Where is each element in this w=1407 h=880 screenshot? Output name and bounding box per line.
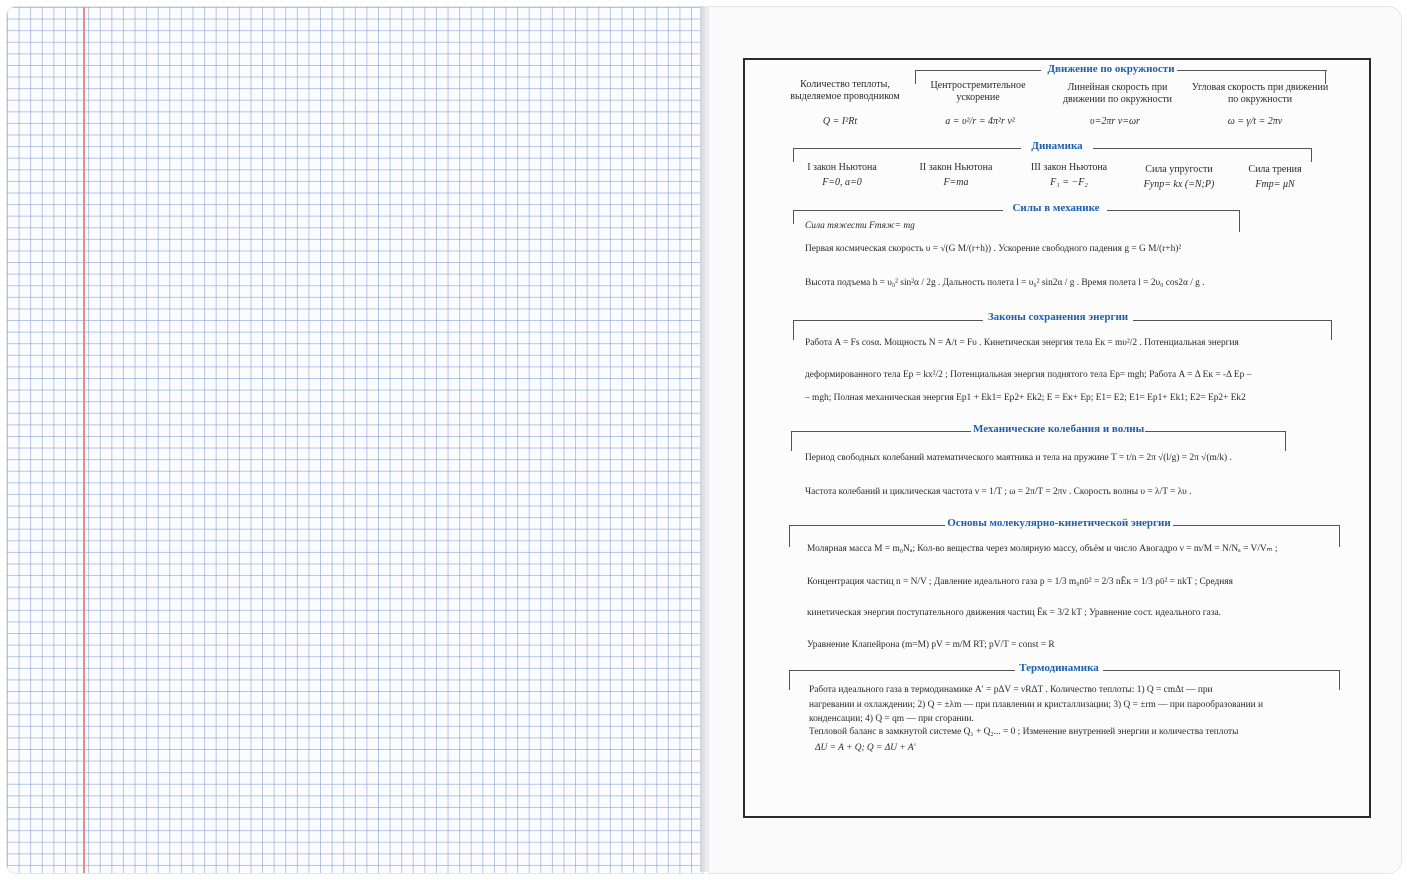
section-title-dynamics: Динамика <box>1031 140 1083 152</box>
section-rule <box>1093 148 1311 149</box>
mkt-line-1: Молярная масса M = m₀Nₐ; Кол-во вещества через молярную массу, объём и число Авогадро ν = m/M = N/Nₐ = V/Vₘ ; <box>807 544 1278 554</box>
section-rule <box>793 210 1003 211</box>
section-tick <box>1285 431 1286 451</box>
forces-line-2: Первая космическая скорость υ = √(G M/(r+h)) . Ускорение свободного падения g = G M/(r+h)² <box>805 244 1182 254</box>
section-title-mkt: Основы молекулярно-кинетической энергии <box>947 517 1171 529</box>
forces-line-1: Сила тяжести Fтяж= mg <box>805 221 915 231</box>
section-rule <box>791 431 971 432</box>
grid-page <box>6 6 704 874</box>
thermo-line-2: нагревании и охлаждении; 2) Q = ±λm — при плавлении и кристаллизации; 3) Q = ±rm — при парообразовании и <box>809 700 1264 710</box>
mkt-line-2: Концентрация частиц n = N/V ; Давление идеального газа p = 1/3 m₀nῡ² = 2/3 nĒк = 1/3 ρῡ² = nkT ; Средняя <box>807 577 1233 587</box>
energy-line-3: – mgh; Полная механическая энергия Ep1 + Ek1= Ep2+ Ek2; E = Eк+ Ep; E1= E2; E1= Ep1+ Ek1; E2= Ep2+ Ek2 <box>805 393 1246 403</box>
forces-line-3: Высота подъема h = υ₀² sin²α / 2g . Дальность полета l = υ₀² sin2α / g . Время полета l = 2υ₀ cos2α / g . <box>805 278 1205 288</box>
newton3-formula: F₁ = −F₂ <box>1050 177 1088 188</box>
section-tick <box>789 670 790 690</box>
heat-title: Количество теплоты, выделяемое проводником <box>790 79 900 102</box>
mkt-line-4: Уравнение Клапейрона (m=M) pV = m/M RT; pV/T = const = R <box>807 640 1055 650</box>
section-tick <box>1239 210 1240 232</box>
section-tick <box>1339 525 1340 547</box>
centripetal-title: Центростремительное ускорение <box>930 80 1026 103</box>
heat-formula: Q = I²Rt <box>822 116 858 127</box>
section-rule <box>793 320 983 321</box>
elastic-force-formula: Fупр= kx (=N;P) <box>1143 179 1215 190</box>
thermo-line-3: конденсации; 4) Q = qm — при сгорании. <box>809 714 974 724</box>
angular-speed-title: Угловая скорость при движении по окружности <box>1191 82 1329 105</box>
section-rule <box>915 70 1041 71</box>
section-rule <box>1107 210 1239 211</box>
section-tick <box>793 320 794 340</box>
section-tick <box>915 70 916 84</box>
section-rule <box>1103 670 1339 671</box>
section-tick <box>791 431 792 451</box>
oscillations-line-2: Частота колебаний и циклическая частота ν = 1/T ; ω = 2π/T = 2πν . Скорость волны υ = λ/T = λυ . <box>805 487 1192 497</box>
section-tick <box>1339 670 1340 690</box>
margin-line <box>83 7 85 873</box>
section-rule <box>1133 320 1331 321</box>
linear-speed-formula: υ=2πr ν=ωr <box>1090 116 1140 127</box>
section-tick <box>793 148 794 162</box>
newton3-title: III закон Ньютона <box>1030 162 1108 173</box>
centripetal-formula: a = υ²/r = 4π²r ν² <box>945 116 1015 127</box>
section-rule <box>1173 525 1339 526</box>
friction-force-title: Сила трения <box>1248 164 1302 175</box>
section-rule <box>1145 431 1285 432</box>
section-title-energy: Законы сохранения энергии <box>987 311 1129 323</box>
section-title-circle: Движение по окружности <box>1047 63 1175 75</box>
newton2-title: II закон Ньютона <box>919 162 993 173</box>
energy-line-2: деформированного тела Ep = kx²/2 ; Потенциальная энергия поднятого тела Ep= mgh; Работа A = Δ Eк = -Δ Ep – <box>805 370 1252 380</box>
thermo-line-1: Работа идеального газа в термодинамике A′ = pΔV = νRΔT . Количество теплоты: 1) Q = cmΔt — при <box>809 685 1213 695</box>
section-title-forces: Силы в механике <box>1012 202 1100 214</box>
mkt-line-3: кинетическая энергия поступательного движения частиц Ēк = 3/2 kT ; Уравнение сост. идеального газа. <box>807 608 1222 618</box>
newton1-formula: F=0, a=0 <box>822 177 862 188</box>
formula-sheet <box>743 58 1371 818</box>
energy-line-1: Работа A = Fs cosα. Мощность N = A/t = Fυ . Кинетическая энергия тела Eк = mυ²/2 . Потенциальная энергия <box>805 338 1239 348</box>
friction-force-formula: Fтр= μN <box>1255 179 1295 190</box>
section-tick <box>793 210 794 224</box>
section-rule <box>1177 70 1327 71</box>
newton2-formula: F=ma <box>943 177 969 188</box>
elastic-force-title: Сила упругости <box>1145 164 1213 175</box>
section-rule <box>789 670 1015 671</box>
section-tick <box>1331 320 1332 340</box>
thermo-line-4: Тепловой баланс в замкнутой системе Q₁ + Q₂... = 0 ; Изменение внутренней энергии и количества теплоты <box>809 727 1239 737</box>
angular-speed-formula: ω = γ/t = 2πν <box>1227 116 1283 127</box>
section-rule <box>793 148 1021 149</box>
section-tick <box>1311 148 1312 162</box>
section-tick <box>789 525 790 547</box>
newton1-title: I закон Ньютона <box>807 162 877 173</box>
notebook-spine <box>700 6 708 872</box>
thermo-line-5: ΔU = A + Q; Q = ΔU + A′ <box>815 743 916 753</box>
section-rule <box>789 525 945 526</box>
section-title-oscillations: Механические колебания и волны <box>973 423 1145 435</box>
section-title-thermo: Термодинамика <box>1019 662 1099 674</box>
oscillations-line-1: Период свободных колебаний математического маятника и тела на пружине T = t/n = 2π √(l/g) = 2π √(m/k) . <box>805 453 1232 463</box>
linear-speed-title: Линейная скорость при движении по окружности <box>1062 82 1173 105</box>
